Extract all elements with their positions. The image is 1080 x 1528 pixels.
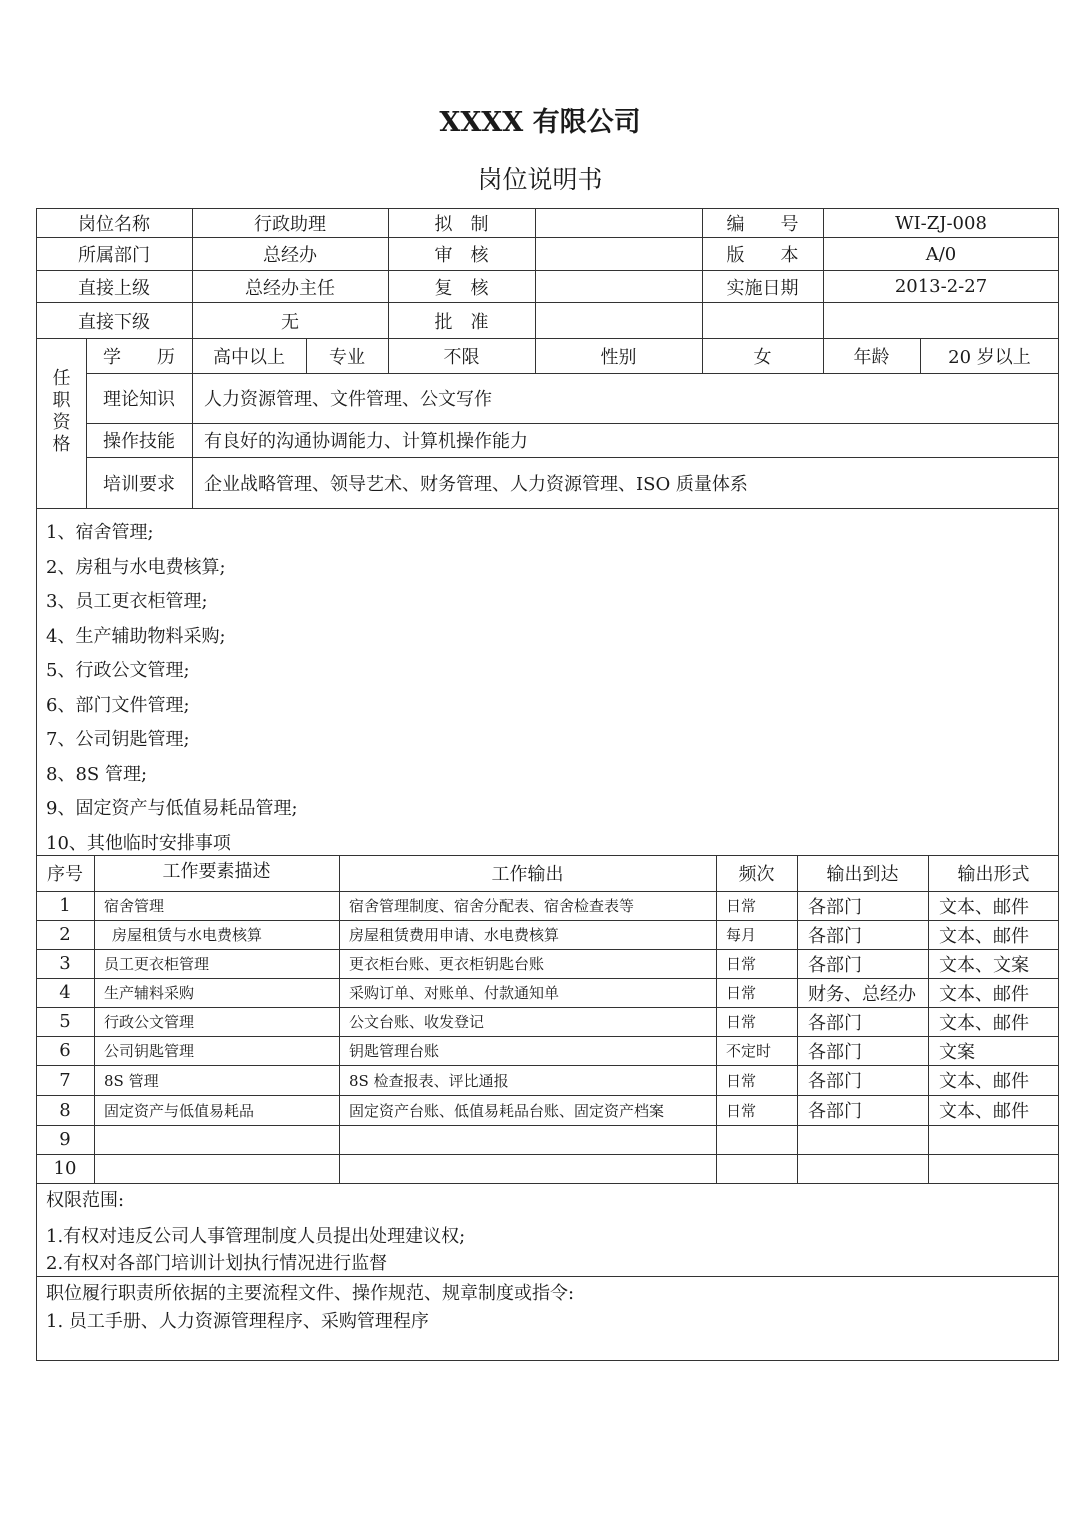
value-version: A/0 — [925, 243, 957, 265]
cell-seq: 3 — [59, 953, 71, 974]
duty-item: 6、部门文件管理; — [46, 695, 190, 716]
value-theory: 人力资源管理、文件管理、公文写作 — [204, 389, 492, 410]
cell-description: 固定资产与低值易耗品 — [104, 1101, 255, 1120]
label-position-name: 岗位名称 — [78, 214, 150, 235]
header-destination: 输出到达 — [826, 864, 899, 885]
cell-output — [349, 1125, 716, 1154]
label-education: 学 历 — [103, 346, 175, 368]
duty-item: 5、行政公文管理; — [46, 660, 190, 681]
value-skill: 有良好的沟通协调能力、计算机操作能力 — [204, 431, 528, 452]
value-reviewed-by — [535, 238, 702, 270]
cell-output: 房屋租赁费用申请、水电费核算 — [349, 926, 560, 944]
label-training: 培训要求 — [103, 473, 175, 495]
cell-format: 文案 — [939, 1041, 975, 1063]
cell-frequency: 日常 — [726, 955, 757, 973]
label-gender: 性别 — [600, 346, 637, 368]
label-drafted-by: 拟 制 — [434, 214, 489, 235]
cell-description: 宿舍管理 — [104, 897, 165, 915]
duty-item: 4、生产辅助物料采购; — [46, 626, 226, 647]
cell-description: 房屋租赁与水电费核算 — [112, 926, 263, 944]
cell-frequency — [726, 1125, 797, 1154]
label-major: 专业 — [329, 346, 365, 368]
duty-item: 7、公司钥匙管理; — [46, 729, 190, 750]
cell-format — [939, 1154, 1059, 1183]
value-doc-number: WI-ZJ-008 — [895, 212, 987, 234]
cell-seq: 1 — [59, 895, 71, 916]
cell-seq: 5 — [59, 1011, 71, 1032]
value-training: 企业战略管理、领导艺术、财务管理、人力资源管理、ISO 质量体系 — [204, 473, 748, 495]
authority-title: 权限范围: — [46, 1190, 125, 1211]
duty-item: 2、房租与水电费核算; — [46, 557, 226, 578]
cell-frequency — [726, 1154, 797, 1183]
value-age: 20 岁以上 — [948, 346, 1031, 368]
label-effective-date: 实施日期 — [726, 277, 799, 299]
cell-destination — [808, 1154, 928, 1183]
cell-description — [104, 1125, 339, 1154]
header-seq: 序号 — [47, 864, 83, 885]
value-rechecked-by — [535, 271, 702, 302]
value-direct-superior: 总经办主任 — [245, 277, 335, 299]
label-approved-by: 批 准 — [434, 311, 489, 333]
document-title: 岗位说明书 — [477, 165, 603, 194]
cell-output: 更衣柜台账、更衣柜钥匙台账 — [349, 955, 545, 973]
company-title: XXXX 有限公司 — [439, 107, 641, 138]
value-drafted-by — [535, 208, 702, 238]
cell-seq: 4 — [59, 982, 71, 1003]
label-department: 所属部门 — [78, 245, 150, 266]
label-theory: 理论知识 — [103, 389, 175, 410]
cell-seq: 10 — [53, 1158, 77, 1179]
cell-output: 公文台账、收发登记 — [349, 1013, 485, 1031]
cell-seq: 8 — [59, 1099, 71, 1121]
header-format: 输出形式 — [957, 864, 1030, 885]
value-education: 高中以上 — [213, 346, 285, 368]
cell-frequency: 日常 — [726, 1101, 757, 1120]
cell-format: 文本、邮件 — [939, 896, 1029, 918]
cell-frequency: 日常 — [726, 897, 757, 915]
header-output: 工作输出 — [491, 864, 564, 885]
cell-format: 文本、邮件 — [939, 1071, 1029, 1092]
value-approved-by — [535, 303, 702, 338]
value-effective-date: 2013-2-27 — [894, 276, 988, 297]
cell-format: 文本、文案 — [939, 954, 1029, 976]
cell-output — [349, 1154, 716, 1183]
basis-title: 职位履行职责所依据的主要流程文件、操作规范、规章制度或指令: — [46, 1283, 575, 1304]
duty-item: 10、其他临时安排事项 — [46, 833, 231, 854]
cell-frequency: 每月 — [726, 926, 757, 944]
cell-frequency: 日常 — [726, 1013, 757, 1031]
cell-destination: 各部门 — [808, 896, 862, 918]
cell-destination — [808, 1125, 928, 1154]
cell-frequency: 不定时 — [726, 1042, 772, 1060]
cell-destination: 各部门 — [808, 1101, 862, 1122]
label-skill: 操作技能 — [103, 431, 175, 452]
duty-item: 9、固定资产与低值易耗品管理; — [46, 798, 298, 819]
value-direct-subordinate: 无 — [281, 311, 299, 333]
cell-frequency: 日常 — [726, 1071, 757, 1090]
cell-format: 文本、邮件 — [939, 1012, 1029, 1034]
authority-item: 2.有权对各部门培训计划执行情况进行监督 — [46, 1253, 388, 1274]
cell-frequency: 日常 — [726, 984, 757, 1002]
value-department: 总经办 — [263, 245, 317, 266]
cell-destination: 财务、总经办 — [808, 983, 916, 1005]
value-gender: 女 — [753, 346, 772, 368]
cell-description — [104, 1154, 339, 1183]
cell-description: 生产辅料采购 — [104, 984, 195, 1002]
duty-item: 8、8S 管理; — [46, 764, 148, 785]
cell-description: 员工更衣柜管理 — [104, 955, 210, 973]
cell-description: 公司钥匙管理 — [104, 1042, 195, 1060]
cell-format: 文本、邮件 — [939, 925, 1029, 947]
label-rechecked-by: 复 核 — [434, 277, 489, 299]
cell-seq: 2 — [59, 924, 71, 945]
cell-description: 行政公文管理 — [104, 1013, 195, 1031]
header-description: 工作要素描述 — [162, 861, 271, 882]
authority-item: 1.有权对违反公司人事管理制度人员提出处理建议权; — [46, 1226, 466, 1247]
cell-format: 文本、邮件 — [939, 983, 1029, 1005]
label-age: 年龄 — [853, 346, 890, 368]
cell-output: 宿舍管理制度、宿舍分配表、宿舍检查表等 — [349, 897, 635, 915]
label-direct-superior: 直接上级 — [78, 277, 150, 299]
duty-item: 3、员工更衣柜管理; — [46, 591, 208, 612]
cell-seq: 7 — [59, 1069, 71, 1091]
basis-item: 1. 员工手册、人力资源管理程序、采购管理程序 — [46, 1311, 429, 1332]
qualification-label: 任职资格 — [49, 368, 71, 456]
value-major: 不限 — [443, 346, 480, 368]
cell-destination: 各部门 — [808, 1012, 862, 1034]
label-direct-subordinate: 直接下级 — [78, 311, 150, 333]
label-reviewed-by: 审 核 — [434, 245, 489, 266]
value-position-name: 行政助理 — [254, 214, 326, 235]
header-frequency: 频次 — [738, 864, 775, 885]
cell-output: 采购订单、对账单、付款通知单 — [349, 984, 560, 1002]
cell-seq: 9 — [59, 1129, 71, 1150]
cell-destination: 各部门 — [808, 1071, 862, 1092]
cell-output: 钥匙管理台账 — [349, 1042, 440, 1060]
cell-destination: 各部门 — [808, 1041, 862, 1063]
cell-seq: 6 — [59, 1040, 71, 1061]
cell-destination: 各部门 — [808, 954, 862, 976]
duty-item: 1、宿舍管理; — [46, 522, 154, 543]
cell-output: 8S 检查报表、评比通报 — [349, 1071, 509, 1090]
label-doc-number: 编 号 — [726, 214, 799, 235]
label-version: 版 本 — [726, 245, 799, 266]
cell-description: 8S 管理 — [104, 1071, 159, 1090]
cell-output: 固定资产台账、低值易耗品台账、固定资产档案 — [349, 1101, 665, 1120]
cell-format: 文本、邮件 — [939, 1101, 1029, 1122]
cell-format — [939, 1125, 1059, 1154]
cell-destination: 各部门 — [808, 925, 862, 947]
